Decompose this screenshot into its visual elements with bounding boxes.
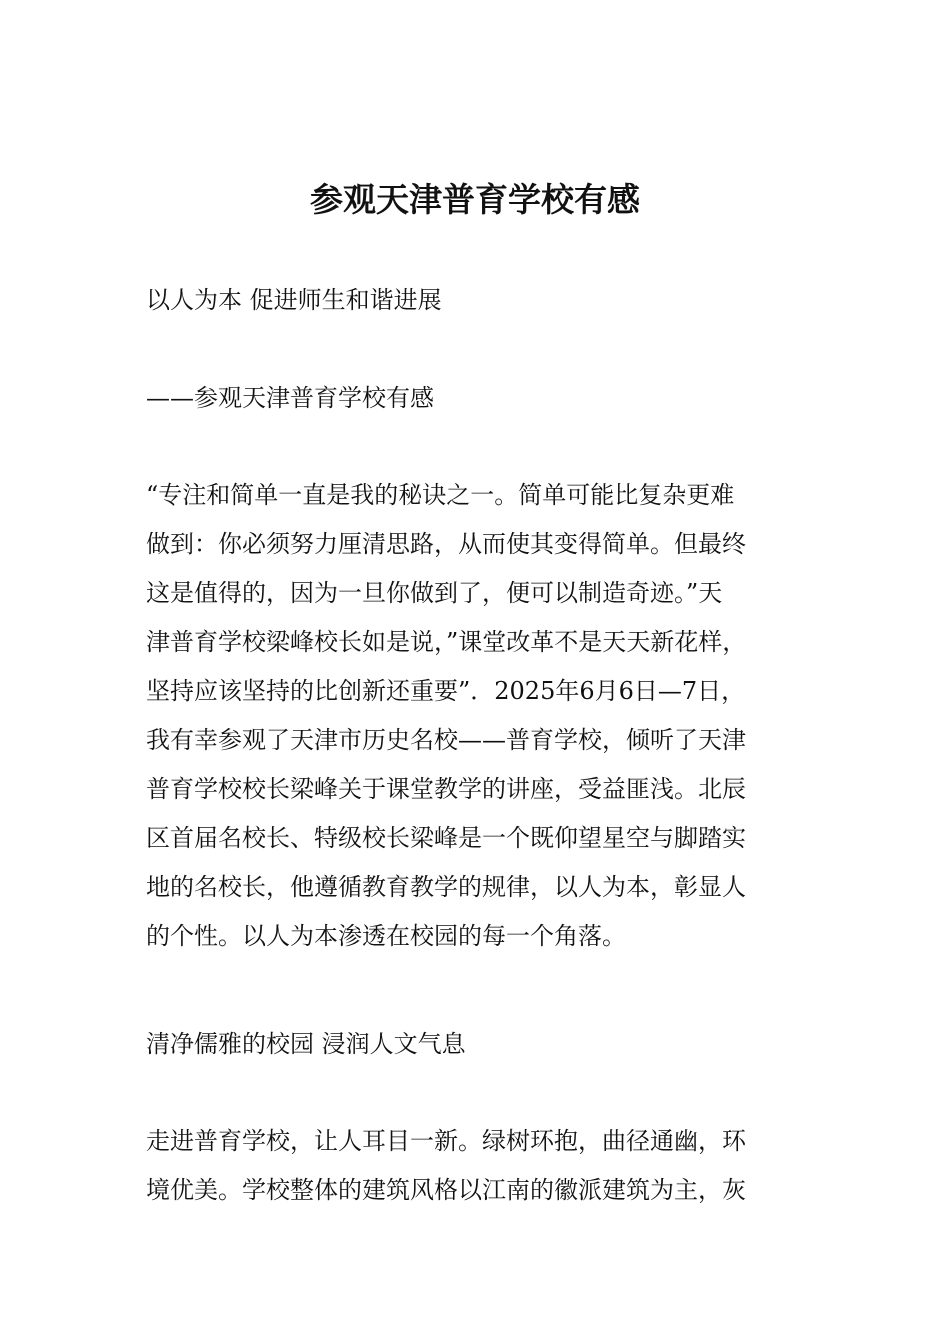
paragraph-line: 我有幸参观了天津市历史名校——普育学校，倾听了天津 (146, 726, 746, 754)
document-title: 参观天津普育学校有感 (310, 180, 640, 219)
section-heading: 清净儒雅的校园 浸润人文气息 (146, 1030, 466, 1058)
paragraph-line: 境优美。学校整体的建筑风格以江南的徽派建筑为主，灰 (146, 1176, 746, 1204)
paragraph-line: 走进普育学校，让人耳目一新。绿树环抱，曲径通幽，环 (146, 1127, 746, 1155)
paragraph-line: 坚持应该坚持的比创新还重要”．2025年6月6日—7日， (146, 677, 746, 705)
paragraph-line: 这是值得的，因为一旦你做到了，便可以制造奇迹。”天 (146, 579, 723, 607)
document-byline: ——参观天津普育学校有感 (146, 384, 434, 412)
paragraph-line: 津普育学校梁峰校长如是说，”课堂改革不是天天新花样， (146, 628, 747, 656)
paragraph-line: 做到：你必须努力厘清思路，从而使其变得简单。但最终 (146, 530, 746, 558)
paragraph-line: 的个性。以人为本渗透在校园的每一个角落。 (146, 922, 626, 950)
paragraph-line: 普育学校校长梁峰关于课堂教学的讲座，受益匪浅。北辰 (146, 775, 746, 803)
body-paragraph-2 (146, 1117, 826, 1215)
paragraph-line: 地的名校长，他遵循教育教学的规律，以人为本，彰显人 (146, 873, 746, 901)
document-subtitle: 以人为本 促进师生和谐进展 (146, 286, 442, 314)
body-paragraph-1 (146, 471, 826, 961)
paragraph-line: “专注和简单一直是我的秘诀之一。简单可能比复杂更难 (146, 481, 735, 509)
paragraph-line: 区首届名校长、特级校长梁峰是一个既仰望星空与脚踏实 (146, 824, 746, 852)
